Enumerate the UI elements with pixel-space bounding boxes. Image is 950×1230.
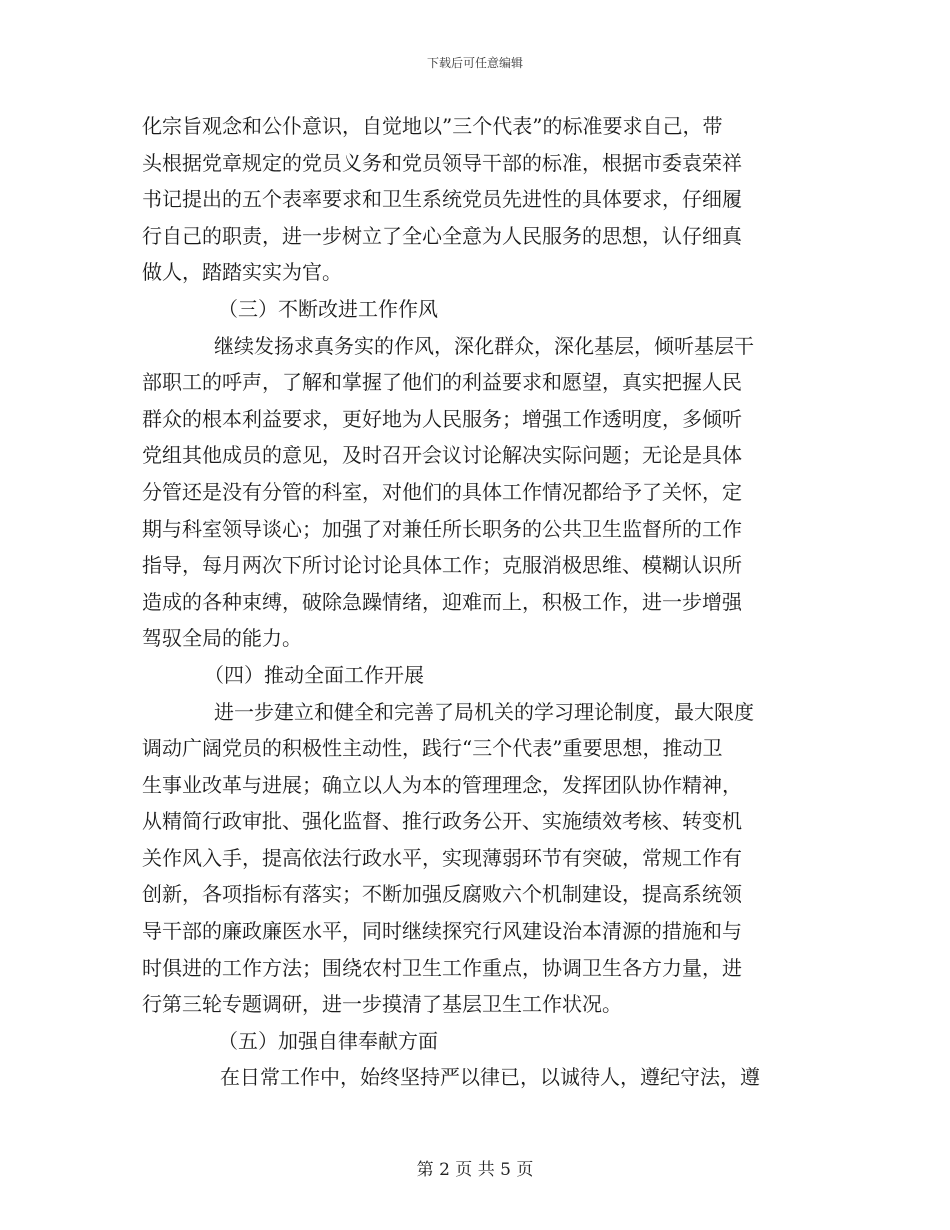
body-line: 做人，踏踏实实为官。 <box>142 260 342 285</box>
body-line: 群众的根本利益要求，更好地为人民服务；增强工作透明度，多倾听 <box>142 406 742 431</box>
body-line: 期与科室领导谈心；加强了对兼任所长职务的公共卫生监督所的工作 <box>142 516 742 541</box>
document-body <box>142 108 810 1096</box>
body-line: 调动广阔党员的积极性主动性，践行“三个代表”重要思想，推动卫 <box>142 736 723 761</box>
body-line: 书记提出的五个表率要求和卫生系统党员先进性的具体要求，仔细履 <box>142 187 742 212</box>
body-line: 导干部的廉政廉医水平，同时继续探究行风建设治本清源的措施和与 <box>142 919 742 944</box>
body-line: 分管还是没有分管的科室，对他们的具体工作情况都给予了关怀，定 <box>142 479 742 504</box>
body-line: 时俱进的工作方法；围绕农村卫生工作重点，协调卫生各方力量，进 <box>142 955 742 980</box>
body-line: 创新，各项指标有落实；不断加强反腐败六个机制建设，提高系统领 <box>142 882 742 907</box>
body-line: 部职工的呼声，了解和掌握了他们的利益要求和愿望，真实把握人民 <box>142 370 742 395</box>
page-number-footer: 第 2 页 共 5 页 <box>416 1160 534 1180</box>
body-line: 从精简行政审批、强化监督、推行政务公开、实施绩效考核、转变机 <box>142 809 742 834</box>
section-heading-3: （三）不断改进工作作风 <box>218 296 438 321</box>
body-line: 行自己的职责，进一步树立了全心全意为人民服务的思想，认仔细真 <box>142 223 742 248</box>
paragraph-first-line: 在日常工作中，始终坚持严以律已，以诚待人，遵纪守法，遵 <box>220 1065 760 1090</box>
paragraph-first-line: 进一步建立和健全和完善了局机关的学习理论制度，最大限度 <box>214 699 754 724</box>
body-line: 党组其他成员的意见，及时召开会议讨论解决实际问题；无论是具体 <box>142 443 742 468</box>
section-heading-5: （五）加强自律奉献方面 <box>218 1028 438 1053</box>
section-heading-4: （四）推动全面工作开展 <box>204 662 424 687</box>
body-line: 行第三轮专题调研，进一步摸清了基层卫生工作状况。 <box>142 992 622 1017</box>
body-line: 生事业改革与进展；确立以人为本的管理理念，发挥团队协作精神， <box>142 772 742 797</box>
page-header-note: 下载后可任意编辑 <box>426 56 523 70</box>
body-line: 化宗旨观念和公仆意识，自觉地以”三个代表”的标准要求自己，带 <box>142 114 723 138</box>
body-line: 指导，每月两次下所讨论讨论具体工作；克服消极思维、模糊认识所 <box>142 553 742 578</box>
body-line: 造成的各种束缚，破除急躁情绪，迎难而上，积极工作，进一步增强 <box>142 589 742 614</box>
paragraph-first-line: 继续发扬求真务实的作风，深化群众，深化基层，倾听基层干 <box>214 333 754 358</box>
body-line: 关作风入手，提高依法行政水平，实现薄弱环节有突破，常规工作有 <box>142 845 742 870</box>
body-line: 头根据党章规定的党员义务和党员领导干部的标准，根据市委袁荣祥 <box>142 150 742 175</box>
body-line: 驾驭全局的能力。 <box>142 626 302 651</box>
